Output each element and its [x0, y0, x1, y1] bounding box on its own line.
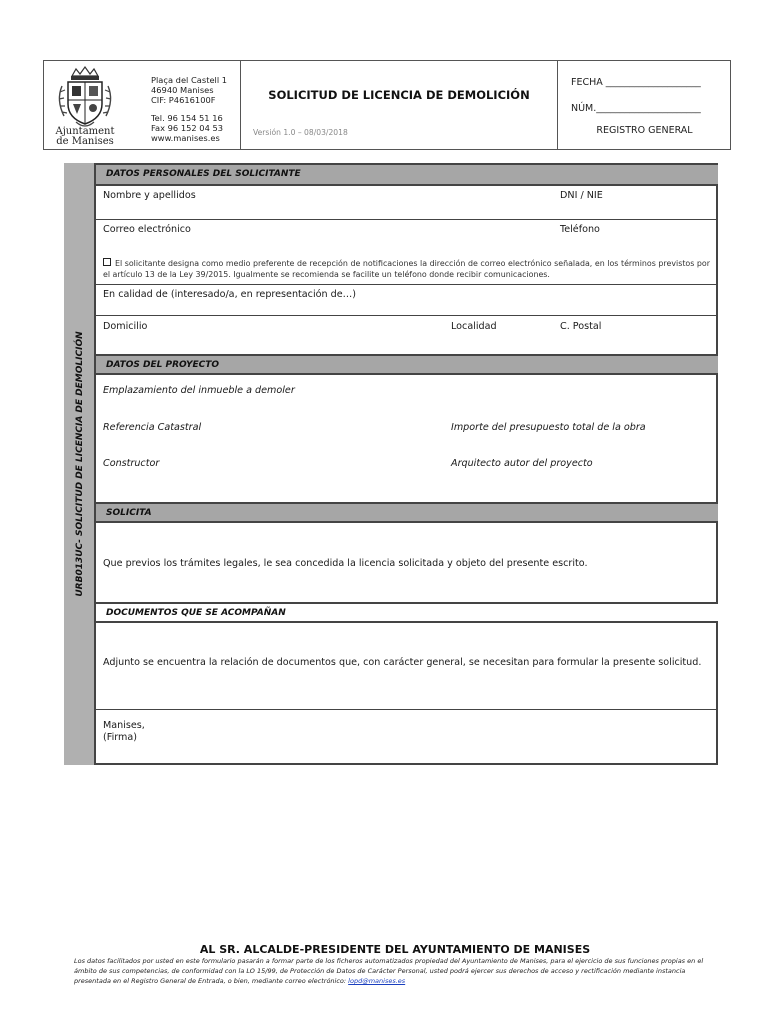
- correo-field-label[interactable]: Correo electrónico: [103, 224, 191, 235]
- section-header-solicitante: [96, 165, 718, 186]
- version-label: Versión 1.0 – 08/03/2018: [253, 128, 348, 137]
- row-divider: [96, 219, 718, 220]
- cif-line: CIF: P4616100F: [151, 95, 216, 106]
- telefono-field-label[interactable]: Teléfono: [560, 224, 600, 235]
- section-title: DATOS DEL PROYECTO: [106, 360, 220, 370]
- arquitecto-field-label[interactable]: Arquitecto autor del proyecto: [451, 458, 593, 469]
- notification-note: El solicitante designa como medio preferente de recepción de notificaciones la dirección de correo electrónico señalada, en los términos previstos por el artículo 13 de la Ley 39/2015. Igualmente se recomienda se facilite un teléfono donde recibir comunicaciones.: [103, 259, 710, 279]
- num-field: NÚM.______________________: [571, 103, 701, 114]
- form-frame: [64, 163, 718, 765]
- domicilio-field-label[interactable]: Domicilio: [103, 321, 148, 332]
- lopd-email-link[interactable]: lopd@manises.es: [348, 977, 406, 985]
- fecha-field: FECHA ____________________: [571, 77, 701, 88]
- sidebar-label: URB013UC- SOLICITUD DE LICENCIA DE DEMOLICIÓN: [75, 331, 85, 597]
- section-title: SOLICITA: [106, 508, 152, 518]
- emplazamiento-field-label[interactable]: Emplazamiento del inmueble a demoler: [103, 385, 295, 396]
- section-header-documentos: [96, 602, 718, 623]
- section-title: DOCUMENTOS QUE SE ACOMPAÑAN: [106, 608, 286, 618]
- place-label: Manises,: [103, 720, 145, 731]
- dni-field-label[interactable]: DNI / NIE: [560, 190, 603, 201]
- constructor-field-label[interactable]: Constructor: [103, 458, 160, 469]
- coat-of-arms-logo: [50, 64, 120, 146]
- section-title: DATOS PERSONALES DEL SOLICITANTE: [106, 169, 301, 179]
- firma-field-label[interactable]: (Firma): [103, 732, 137, 743]
- calidad-field-label[interactable]: En calidad de (interesado/a, en representación de…): [103, 289, 356, 300]
- documentos-text: Adjunto se encuentra la relación de documentos que, con carácter general, se necesitan para formular la presente solicitud.: [103, 657, 702, 668]
- footer-title: AL SR. ALCALDE-PRESIDENTE DEL AYUNTAMIENTO DE MANISES: [199, 943, 591, 956]
- row-divider: [96, 315, 718, 316]
- address-line: Plaça del Castell 1: [151, 75, 228, 85]
- localidad-field-label[interactable]: Localidad: [451, 321, 497, 332]
- nombre-field-label[interactable]: Nombre y apellidos: [103, 190, 196, 201]
- registro-general-label: REGISTRO GENERAL: [596, 125, 693, 136]
- svg-text:de Manises: de Manises: [56, 136, 114, 146]
- phone-line: Tel. 96 154 51 16: [151, 112, 223, 123]
- importe-field-label[interactable]: Importe del presupuesto total de la obra: [451, 422, 646, 433]
- header-divider: [240, 60, 241, 150]
- address-line: 46940 Manises: [151, 85, 214, 96]
- referencia-catastral-field-label[interactable]: Referencia Catastral: [103, 422, 202, 433]
- legal-notice: [74, 956, 714, 986]
- header-divider: [557, 60, 558, 150]
- website-line: www.manises.es: [151, 133, 220, 144]
- legal-text: Los datos facilitados por usted en este formulario pasarán a formar parte de los ficheros automatizados propiedad del Ayuntamiento de Manises, para el ejercicio de sus funciones propias en el ámbito de sus competencias, de conformidad con la LO 15/99, de Protección de Datos de Carácter Personal, usted podrá ejercer sus derechos de acceso y rectificación mediante instancia presentada en el Registro General de Entrada, o bien, mediante correo electrónico:: [74, 957, 704, 985]
- fax-line: Fax 96 152 04 53: [151, 122, 224, 133]
- section-header-solicita: [96, 502, 718, 523]
- row-divider: [96, 709, 718, 710]
- document-title: SOLICITUD DE LICENCIA DE DEMOLICIÓN: [268, 88, 530, 102]
- solicita-text: Que previos los trámites legales, le sea concedida la licencia solicitada y objeto del presente escrito.: [103, 558, 588, 569]
- cpostal-field-label[interactable]: C. Postal: [560, 321, 602, 332]
- header-contact-block: [151, 75, 227, 143]
- svg-text:Ajuntament: Ajuntament: [55, 126, 115, 137]
- section-header-proyecto: [96, 354, 718, 375]
- row-divider: [96, 284, 718, 285]
